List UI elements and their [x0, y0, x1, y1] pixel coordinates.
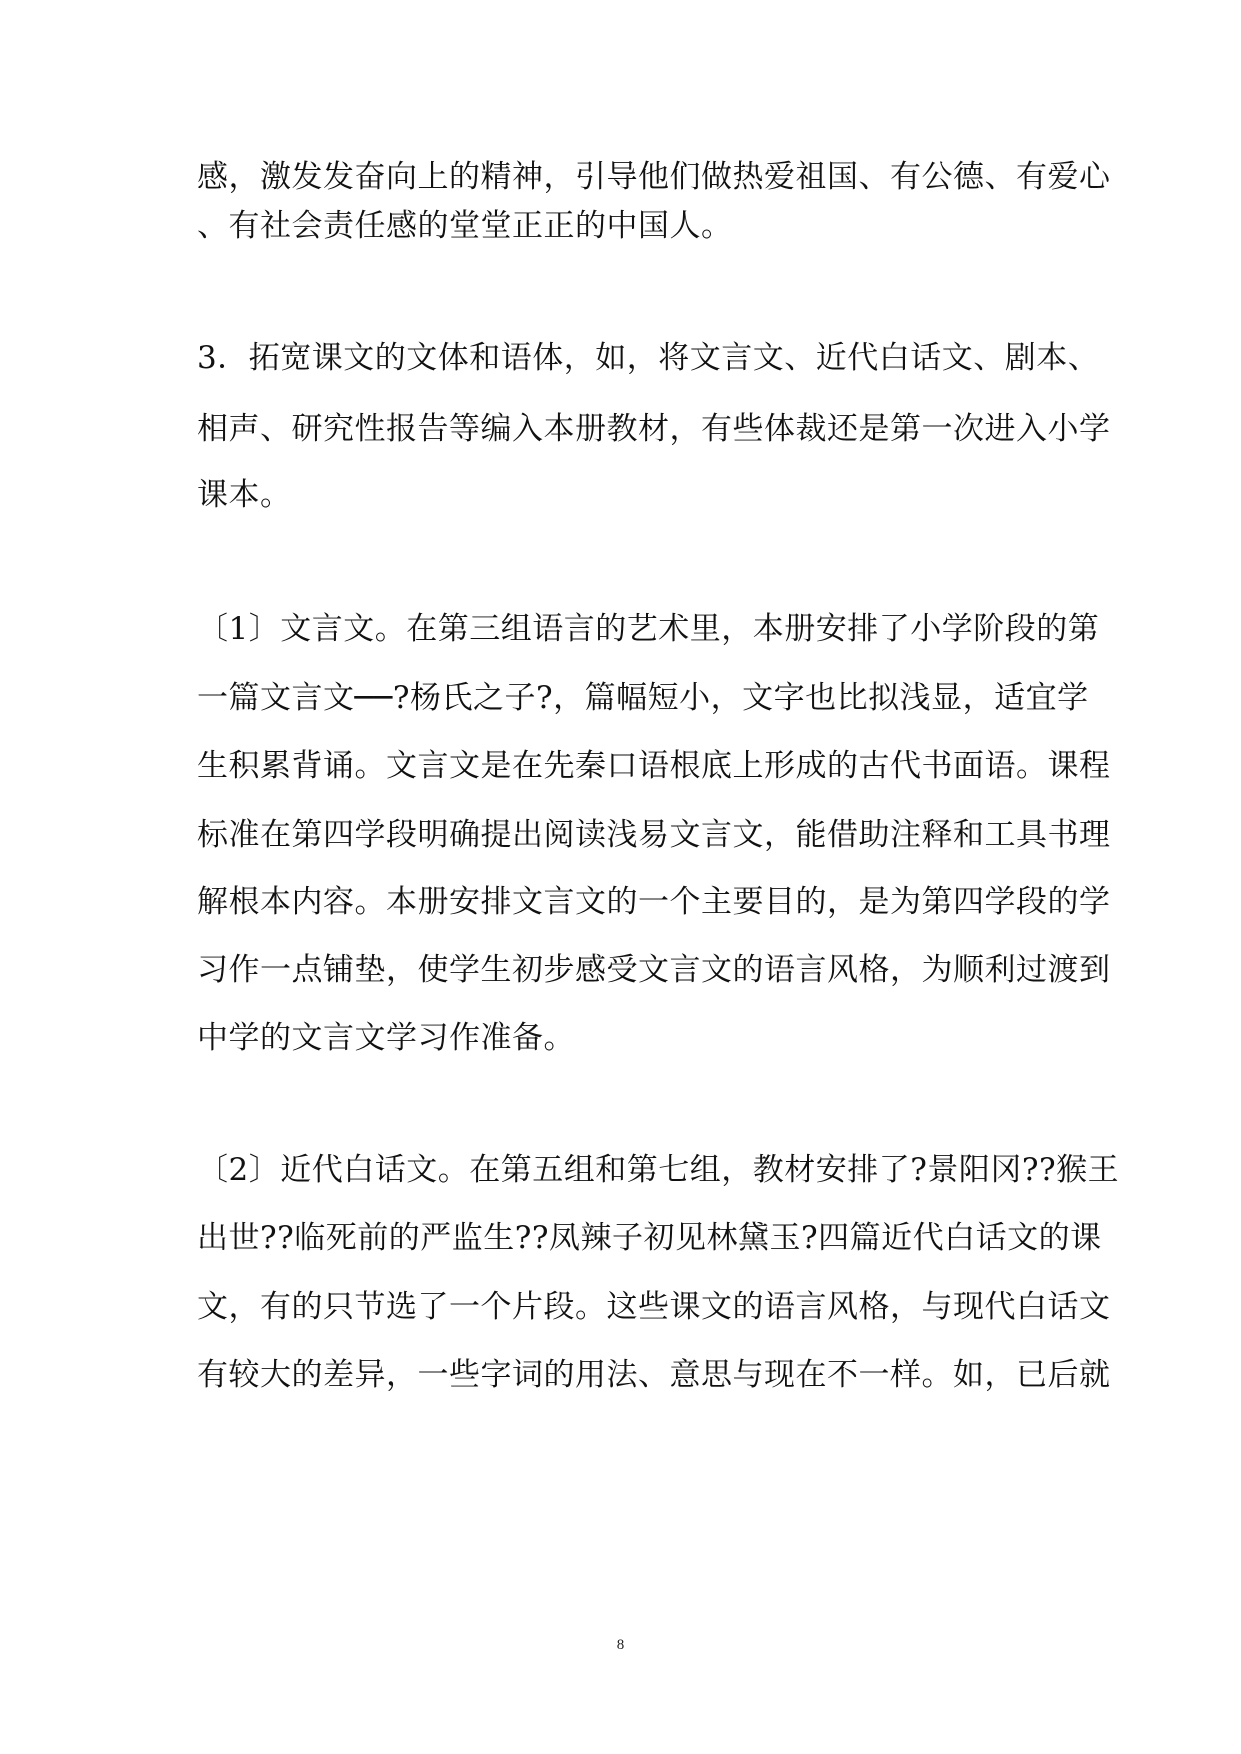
- text-line: 〔2〕近代白话文。在第五组和第七组，教材安排了?景阳冈??猴王: [197, 1152, 1120, 1188]
- text-line: 相声、研究性报告等编入本册教材，有些体裁还是第一次进入小学: [197, 411, 1111, 447]
- text-line: 有较大的差异，一些字词的用法、意思与现在不一样。如，已后就: [197, 1357, 1111, 1393]
- text-line: 3．拓宽课文的文体和语体，如，将文言文、近代白话文、剧本、: [197, 340, 1100, 376]
- text-line: 文，有的只节选了一个片段。这些课文的语言风格，与现代白话文: [197, 1289, 1111, 1325]
- text-line: 中学的文言文学习作准备。: [197, 1020, 575, 1056]
- text-line: 出世??临死前的严监生??凤辣子初见林黛玉?四篇近代白话文的课: [197, 1220, 1102, 1256]
- text-line: 解根本内容。本册安排文言文的一个主要目的，是为第四学段的学: [197, 884, 1111, 920]
- text-line: 习作一点铺垫，使学生初步感受文言文的语言风格，为顺利过渡到: [197, 952, 1111, 988]
- text-line: 一篇文言文──?杨氏之子?，篇幅短小，文字也比拟浅显，适宜学: [197, 680, 1089, 716]
- text-line: 〔1〕文言文。在第三组语言的艺术里，本册安排了小学阶段的第: [197, 611, 1100, 647]
- text-line: 课本。: [197, 477, 292, 513]
- text-line: 生积累背诵。文言文是在先秦口语根底上形成的古代书面语。课程: [197, 748, 1111, 784]
- text-line: 感，激发发奋向上的精神，引导他们做热爱祖国、有公德、有爱心: [197, 159, 1111, 195]
- text-line: 标准在第四学段明确提出阅读浅易文言文，能借助注释和工具书理: [197, 817, 1111, 853]
- page-number: 8: [616, 1637, 625, 1653]
- text-line: 、有社会责任感的堂堂正正的中国人。: [197, 208, 733, 244]
